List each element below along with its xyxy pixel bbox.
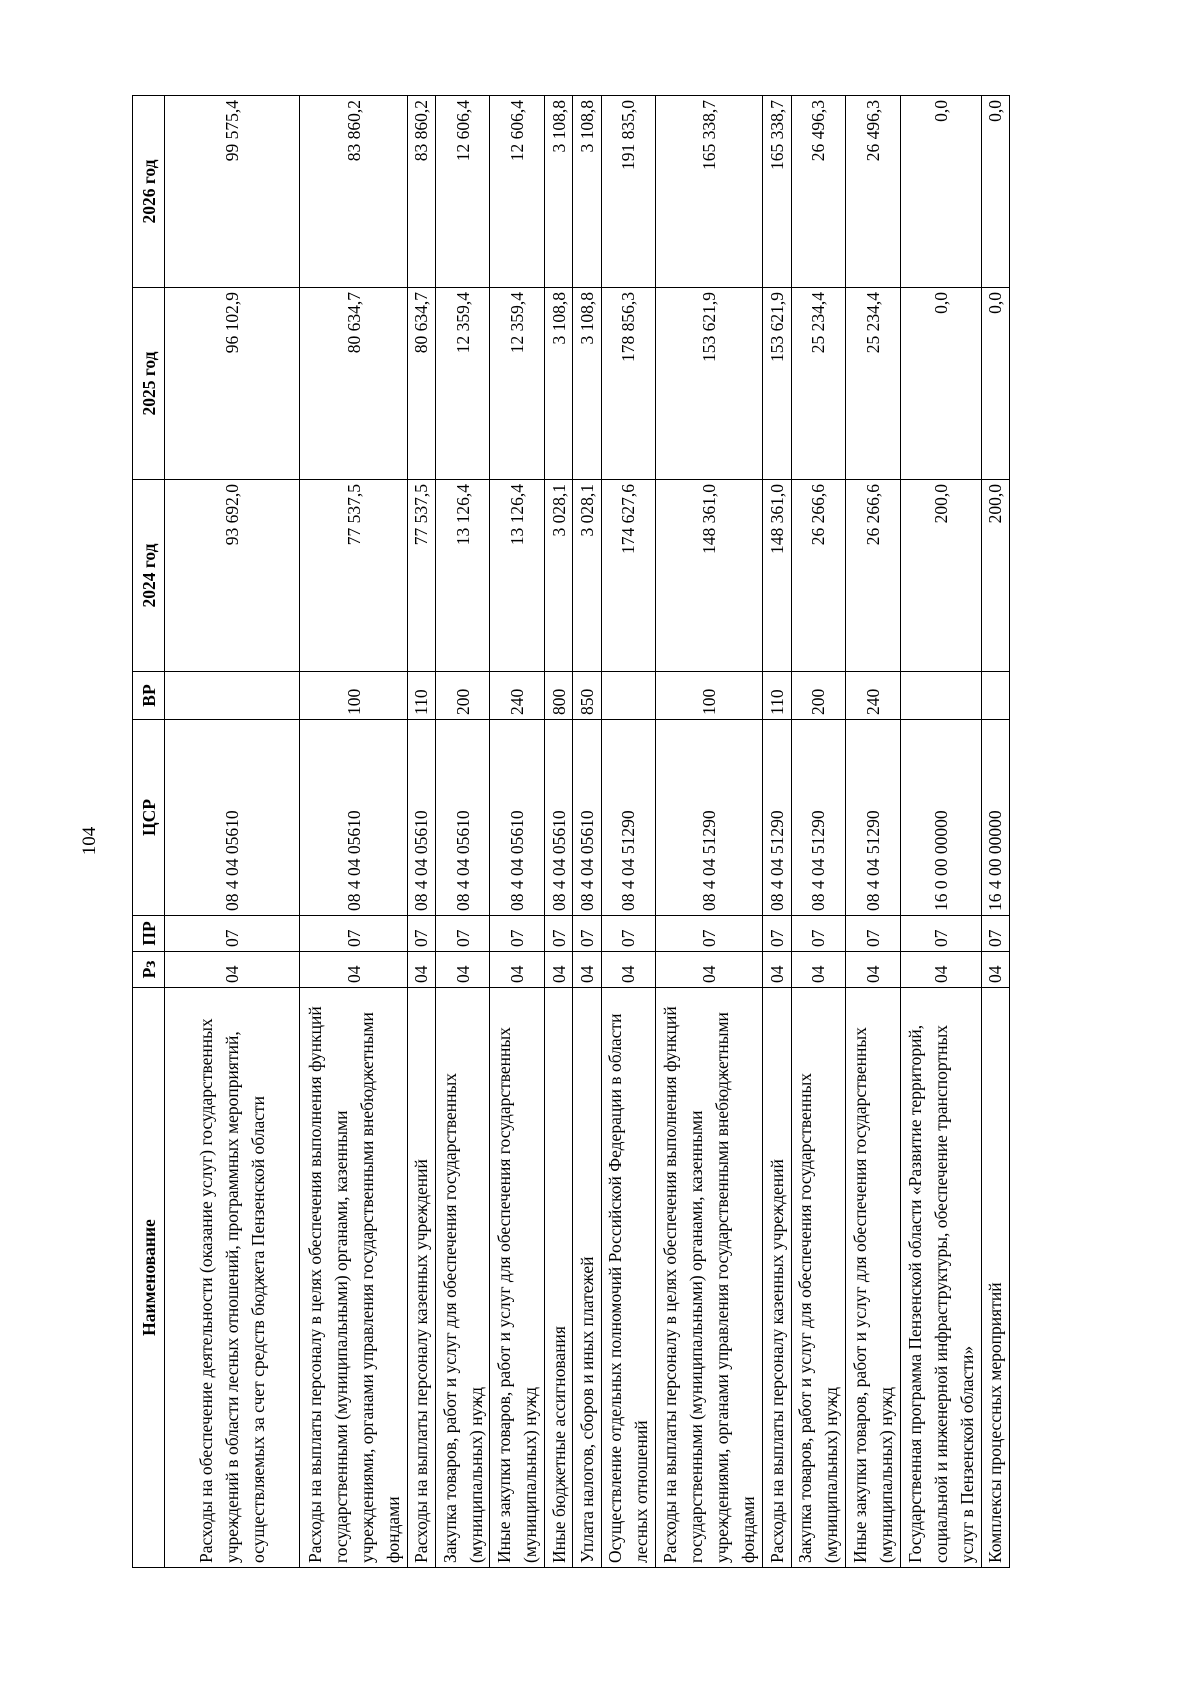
cell-rz: 04 [165,952,300,988]
cell-2024: 3 028,1 [545,480,573,672]
cell-2026: 26 496,3 [791,96,846,288]
cell-vr: 100 [300,672,407,720]
cell-name: Комплексы процессных мероприятий [981,988,1009,1568]
cell-2025: 153 621,9 [763,288,791,480]
table-row [545,96,573,1568]
cell-name: Расходы на выплаты персоналу в целях обеспечения выполнения функций государственными (муниципальными) органами, казенными учреждениями, органами управления государственными внебюджетными фондами [656,988,763,1568]
cell-vr [165,672,300,720]
cell-name: Государственная программа Пензенской области «Развитие территорий, социальной и инженерной инфраструктуры, обеспечение транспортных услуг в Пензенской области» [900,988,981,1568]
cell-rz: 04 [407,952,435,988]
cell-rz: 04 [435,952,490,988]
header-pr: ПР [133,916,165,952]
cell-csr: 08 4 04 05610 [300,720,407,916]
header-rz: Рз [133,952,165,988]
cell-vr: 110 [407,672,435,720]
cell-2026: 99 575,4 [165,96,300,288]
table-row [300,96,407,1568]
cell-2024: 77 537,5 [407,480,435,672]
table-row [981,96,1009,1568]
cell-2024: 13 126,4 [490,480,545,672]
cell-rz: 04 [900,952,981,988]
cell-2024: 200,0 [981,480,1009,672]
cell-2025: 3 108,8 [545,288,573,480]
cell-csr: 08 4 04 51290 [601,720,656,916]
table-row [601,96,656,1568]
cell-2024: 77 537,5 [300,480,407,672]
cell-2026: 3 108,8 [573,96,601,288]
cell-2024: 148 361,0 [656,480,763,672]
cell-csr: 08 4 04 05610 [165,720,300,916]
cell-2024: 3 028,1 [573,480,601,672]
header-2024: 2024 год [133,480,165,672]
cell-csr: 16 0 00 00000 [900,720,981,916]
cell-rz: 04 [981,952,1009,988]
cell-2026: 191 835,0 [601,96,656,288]
cell-name: Иные бюджетные ассигнования [545,988,573,1568]
table-row [900,96,981,1568]
table-row [490,96,545,1568]
cell-2024: 26 266,6 [791,480,846,672]
cell-csr: 08 4 04 05610 [573,720,601,916]
cell-csr: 08 4 04 51290 [846,720,901,916]
cell-name: Расходы на обеспечение деятельности (оказание услуг) государственных учреждений в области лесных отношений, программных мероприятий, осуществляемых за счет средств бюджета Пензенской области [165,988,300,1568]
cell-2026: 83 860,2 [407,96,435,288]
cell-2024: 13 126,4 [435,480,490,672]
cell-2025: 25 234,4 [846,288,901,480]
cell-2025: 153 621,9 [656,288,763,480]
cell-name: Закупка товаров, работ и услуг для обеспечения государственных (муниципальных) нужд [435,988,490,1568]
cell-name: Осуществление отдельных полномочий Российской Федерации в области лесных отношений [601,988,656,1568]
table-row [656,96,763,1568]
cell-csr: 08 4 04 05610 [490,720,545,916]
cell-rz: 04 [545,952,573,988]
cell-pr: 07 [601,916,656,952]
cell-2025: 178 856,3 [601,288,656,480]
cell-2025: 25 234,4 [791,288,846,480]
cell-pr: 07 [573,916,601,952]
cell-rz: 04 [846,952,901,988]
header-name: Наименование [133,988,165,1568]
header-2026: 2026 год [133,96,165,288]
header-csr: ЦСР [133,720,165,916]
table-row [407,96,435,1568]
cell-pr: 07 [900,916,981,952]
cell-2025: 12 359,4 [490,288,545,480]
cell-vr: 240 [490,672,545,720]
table-row [791,96,846,1568]
cell-2024: 93 692,0 [165,480,300,672]
cell-pr: 07 [791,916,846,952]
cell-rz: 04 [490,952,545,988]
table-row [435,96,490,1568]
cell-vr [601,672,656,720]
cell-2025: 0,0 [981,288,1009,480]
cell-pr: 07 [407,916,435,952]
cell-csr: 08 4 04 05610 [407,720,435,916]
cell-name: Закупка товаров, работ и услуг для обеспечения государственных (муниципальных) нужд [791,988,846,1568]
cell-2026: 0,0 [981,96,1009,288]
cell-vr: 240 [846,672,901,720]
cell-2025: 3 108,8 [573,288,601,480]
rotated-table-container [132,96,1010,1568]
cell-pr: 07 [981,916,1009,952]
table-row [846,96,901,1568]
page-number: 104 [79,826,100,856]
cell-rz: 04 [300,952,407,988]
cell-vr: 200 [435,672,490,720]
cell-rz: 04 [763,952,791,988]
cell-pr: 07 [300,916,407,952]
cell-2024: 200,0 [900,480,981,672]
cell-csr: 08 4 04 51290 [791,720,846,916]
cell-vr: 800 [545,672,573,720]
cell-csr: 08 4 04 51290 [763,720,791,916]
cell-name: Иные закупки товаров, работ и услуг для обеспечения государственных (муниципальных) нужд [490,988,545,1568]
cell-2026: 12 606,4 [435,96,490,288]
table-row [165,96,300,1568]
cell-vr: 200 [791,672,846,720]
cell-rz: 04 [601,952,656,988]
cell-name: Уплата налогов, сборов и иных платежей [573,988,601,1568]
cell-2025: 96 102,9 [165,288,300,480]
cell-2026: 12 606,4 [490,96,545,288]
cell-vr: 100 [656,672,763,720]
table-header-row [133,96,165,1568]
cell-pr: 07 [763,916,791,952]
cell-vr [981,672,1009,720]
cell-csr: 08 4 04 51290 [656,720,763,916]
cell-pr: 07 [656,916,763,952]
cell-2026: 83 860,2 [300,96,407,288]
cell-2024: 174 627,6 [601,480,656,672]
cell-csr: 16 4 00 00000 [981,720,1009,916]
cell-2026: 26 496,3 [846,96,901,288]
cell-vr: 110 [763,672,791,720]
cell-name: Расходы на выплаты персоналу казенных учреждений [763,988,791,1568]
cell-csr: 08 4 04 05610 [435,720,490,916]
cell-name: Расходы на выплаты персоналу казенных учреждений [407,988,435,1568]
cell-pr: 07 [545,916,573,952]
cell-2025: 12 359,4 [435,288,490,480]
cell-pr: 07 [490,916,545,952]
cell-name: Иные закупки товаров, работ и услуг для обеспечения государственных (муниципальных) нужд [846,988,901,1568]
cell-2026: 3 108,8 [545,96,573,288]
cell-name: Расходы на выплаты персоналу в целях обеспечения выполнения функций государственными (муниципальными) органами, казенными учреждениями, органами управления государственными внебюджетными фондами [300,988,407,1568]
cell-2024: 26 266,6 [846,480,901,672]
cell-2025: 0,0 [900,288,981,480]
cell-2026: 0,0 [900,96,981,288]
cell-2026: 165 338,7 [763,96,791,288]
header-vr: ВР [133,672,165,720]
cell-pr: 07 [165,916,300,952]
header-2025: 2025 год [133,288,165,480]
budget-table [132,95,1010,1568]
cell-rz: 04 [573,952,601,988]
table-row [763,96,791,1568]
cell-pr: 07 [435,916,490,952]
cell-2024: 148 361,0 [763,480,791,672]
cell-csr: 08 4 04 05610 [545,720,573,916]
table-row [573,96,601,1568]
cell-2025: 80 634,7 [300,288,407,480]
cell-vr [900,672,981,720]
cell-pr: 07 [846,916,901,952]
cell-2026: 165 338,7 [656,96,763,288]
cell-rz: 04 [791,952,846,988]
cell-2025: 80 634,7 [407,288,435,480]
cell-vr: 850 [573,672,601,720]
cell-rz: 04 [656,952,763,988]
